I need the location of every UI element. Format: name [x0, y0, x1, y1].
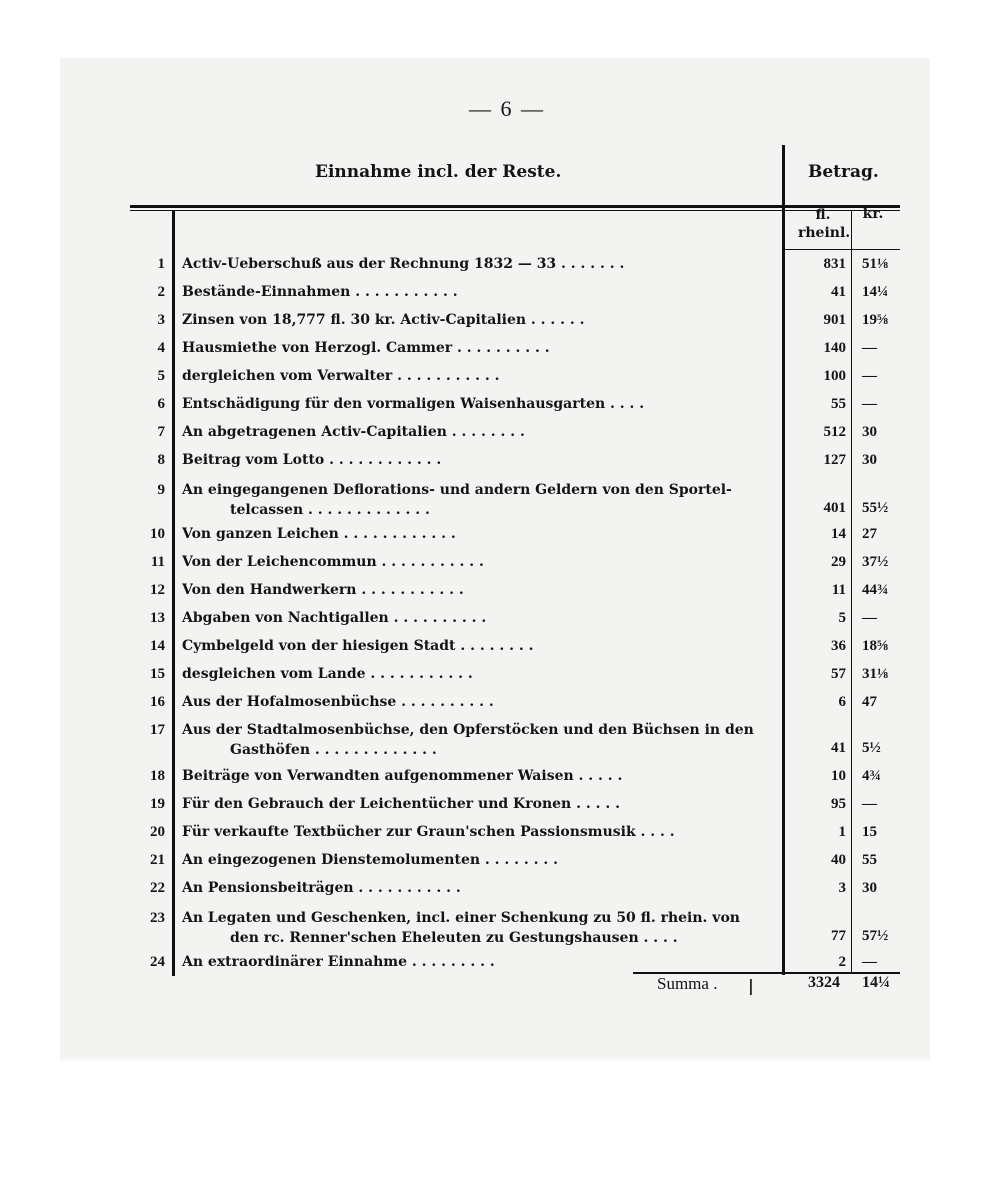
- row-kreuzer: 37½: [862, 554, 889, 570]
- row-description: Bestände-Einnahmen . . . . . . . . . . .: [182, 284, 458, 300]
- row-number: 19: [150, 796, 165, 812]
- row-gulden: 95: [831, 796, 846, 812]
- row-number: 17: [150, 722, 165, 738]
- row-description: Abgaben von Nachtigallen . . . . . . . . . .: [182, 610, 487, 626]
- row-kreuzer: 27: [862, 526, 877, 542]
- row-description: Beiträge von Verwandten aufgenommener Waisen . . . . .: [182, 768, 623, 784]
- row-gulden: 2: [838, 954, 846, 970]
- row-number: 24: [150, 954, 165, 970]
- table-row: [120, 880, 900, 908]
- table-row: [120, 424, 900, 452]
- row-description: An eingegangenen Deflorations- und andern Geldern von den Sportel-: [182, 482, 732, 498]
- income-column-header: Einnahme incl. der Reste.: [315, 162, 562, 182]
- row-kreuzer: —: [862, 796, 877, 812]
- summa-label: Summa .: [657, 974, 718, 993]
- row-number: 20: [150, 824, 165, 840]
- row-kreuzer: 5½: [862, 740, 881, 756]
- header-rule: [130, 205, 900, 208]
- row-kreuzer: —: [862, 954, 877, 970]
- row-description: Von der Leichencommun . . . . . . . . . . .: [182, 554, 484, 570]
- row-kreuzer: —: [862, 610, 877, 626]
- row-gulden: 57: [831, 666, 846, 682]
- row-number: 21: [150, 852, 165, 868]
- table-row: [120, 396, 900, 424]
- row-gulden: 10: [831, 768, 846, 784]
- row-gulden: 41: [831, 284, 846, 300]
- row-description: Für den Gebrauch der Leichentücher und Kronen . . . . .: [182, 796, 620, 812]
- row-gulden: 41: [831, 740, 846, 756]
- row-description: An eingezogenen Dienstemolumenten . . . . . . . .: [182, 852, 559, 868]
- row-number: 14: [150, 638, 165, 654]
- table-row: [120, 666, 900, 694]
- row-description-continuation: telcassen . . . . . . . . . . . . .: [230, 502, 430, 518]
- row-kreuzer: —: [862, 368, 877, 384]
- page-number: — 6 —: [469, 96, 545, 121]
- row-gulden: 831: [823, 256, 846, 272]
- row-gulden: 11: [831, 582, 846, 598]
- row-number: 15: [150, 666, 165, 682]
- row-number: 9: [157, 482, 165, 498]
- row-number: 7: [157, 424, 165, 440]
- row-kreuzer: 30: [862, 880, 877, 896]
- table-row: [120, 638, 900, 666]
- row-number: 10: [150, 526, 165, 542]
- row-number: 23: [150, 910, 165, 926]
- row-number: 18: [150, 768, 165, 784]
- table-row: [120, 368, 900, 396]
- row-description: Von ganzen Leichen . . . . . . . . . . . .: [182, 526, 456, 542]
- row-kreuzer: 57½: [862, 928, 889, 944]
- row-kreuzer: 19⅝: [862, 312, 889, 328]
- table-row: [120, 526, 900, 554]
- table-row: [120, 482, 900, 518]
- units-rule: [785, 249, 900, 250]
- row-number: 4: [157, 340, 165, 356]
- row-description: An Legaten und Geschenken, incl. einer Schenkung zu 50 fl. rhein. von: [182, 910, 740, 926]
- row-kreuzer: 4¾: [862, 768, 881, 784]
- row-number: 2: [157, 284, 165, 300]
- unit-gulden: fl. rheinl.: [798, 207, 851, 241]
- row-gulden: 6: [838, 694, 846, 710]
- row-kreuzer: 18⅝: [862, 638, 889, 654]
- row-description: Cymbelgeld von der hiesigen Stadt . . . . . . . .: [182, 638, 534, 654]
- row-description: An Pensionsbeiträgen . . . . . . . . . . .: [182, 880, 461, 896]
- table-row: [120, 312, 900, 340]
- row-description: Zinsen von 18,777 fl. 30 kr. Activ-Capitalien . . . . . .: [182, 312, 585, 328]
- amount-column-header: Betrag.: [808, 162, 879, 182]
- table-row: [120, 694, 900, 722]
- row-kreuzer: 15: [862, 824, 877, 840]
- table-row: [120, 910, 900, 946]
- table-row: [120, 610, 900, 638]
- table-row: [120, 722, 900, 758]
- row-gulden: 401: [823, 500, 846, 516]
- row-description: Beitrag vom Lotto . . . . . . . . . . . .: [182, 452, 442, 468]
- table-row: [120, 284, 900, 312]
- row-kreuzer: 55: [862, 852, 877, 868]
- row-description: Hausmiethe von Herzogl. Cammer . . . . . . . . . .: [182, 340, 550, 356]
- table-row: [120, 554, 900, 582]
- row-description-continuation: den rc. Renner'schen Eheleuten zu Gestungshausen . . . .: [230, 930, 678, 946]
- row-number: 11: [150, 554, 165, 570]
- row-kreuzer: 44¾: [862, 582, 889, 598]
- row-number: 12: [150, 582, 165, 598]
- header-rule-thin: [130, 210, 900, 211]
- row-gulden: 36: [831, 638, 846, 654]
- row-description: Für verkaufte Textbücher zur Graun'schen Passionsmusik . . . .: [182, 824, 675, 840]
- row-gulden: 40: [831, 852, 846, 868]
- row-gulden: 55: [831, 396, 846, 412]
- row-kreuzer: 30: [862, 452, 877, 468]
- row-gulden: 127: [823, 452, 846, 468]
- row-number: 16: [150, 694, 165, 710]
- row-description: desgleichen vom Lande . . . . . . . . . . .: [182, 666, 473, 682]
- table-row: [120, 256, 900, 284]
- row-kreuzer: —: [862, 396, 877, 412]
- row-number: 5: [157, 368, 165, 384]
- summa-kreuzer: 14¼: [862, 974, 890, 991]
- row-gulden: 29: [831, 554, 846, 570]
- row-number: 6: [157, 396, 165, 412]
- row-gulden: 100: [823, 368, 846, 384]
- row-gulden: 77: [831, 928, 846, 944]
- table-row: [120, 582, 900, 610]
- row-number: 1: [157, 256, 165, 272]
- row-kreuzer: 30: [862, 424, 877, 440]
- row-gulden: 512: [823, 424, 846, 440]
- row-description: Entschädigung für den vormaligen Waisenhausgarten . . . .: [182, 396, 645, 412]
- row-number: 22: [150, 880, 165, 896]
- row-kreuzer: 55½: [862, 500, 889, 516]
- row-description-continuation: Gasthöfen . . . . . . . . . . . . .: [230, 742, 437, 758]
- row-description: dergleichen vom Verwalter . . . . . . . . . . .: [182, 368, 500, 384]
- row-gulden: 5: [838, 610, 846, 626]
- table-row: [120, 824, 900, 852]
- row-number: 3: [157, 312, 165, 328]
- table-row: [120, 768, 900, 796]
- table-row: [120, 340, 900, 368]
- row-kreuzer: 14¼: [862, 284, 889, 300]
- summa-separator: |: [748, 976, 754, 995]
- row-number: 13: [150, 610, 165, 626]
- table-row: [120, 796, 900, 824]
- row-gulden: 901: [823, 312, 846, 328]
- row-description: Aus der Hofalmosenbüchse . . . . . . . . . .: [182, 694, 494, 710]
- table-row: [120, 452, 900, 480]
- row-gulden: 1: [838, 824, 846, 840]
- row-gulden: 14: [831, 526, 846, 542]
- row-kreuzer: 31⅛: [862, 666, 889, 682]
- row-kreuzer: 47: [862, 694, 877, 710]
- unit-kreuzer: kr.: [862, 206, 884, 222]
- row-kreuzer: —: [862, 340, 877, 356]
- row-description: An extraordinärer Einnahme . . . . . . . . .: [182, 954, 495, 970]
- row-description: An abgetragenen Activ-Capitalien . . . . . . . .: [182, 424, 525, 440]
- table-row: [120, 954, 900, 982]
- summa-gulden: 3324: [808, 974, 840, 991]
- row-description: Aus der Stadtalmosenbüchse, den Opferstöcken und den Büchsen in den: [182, 722, 754, 738]
- row-number: 8: [157, 452, 165, 468]
- row-kreuzer: 51⅛: [862, 256, 889, 272]
- row-gulden: 140: [823, 340, 846, 356]
- table-row: [120, 852, 900, 880]
- row-description: Von den Handwerkern . . . . . . . . . . .: [182, 582, 464, 598]
- row-description: Activ-Ueberschuß aus der Rechnung 1832 — 33 . . . . . . .: [182, 256, 625, 272]
- row-gulden: 3: [838, 880, 846, 896]
